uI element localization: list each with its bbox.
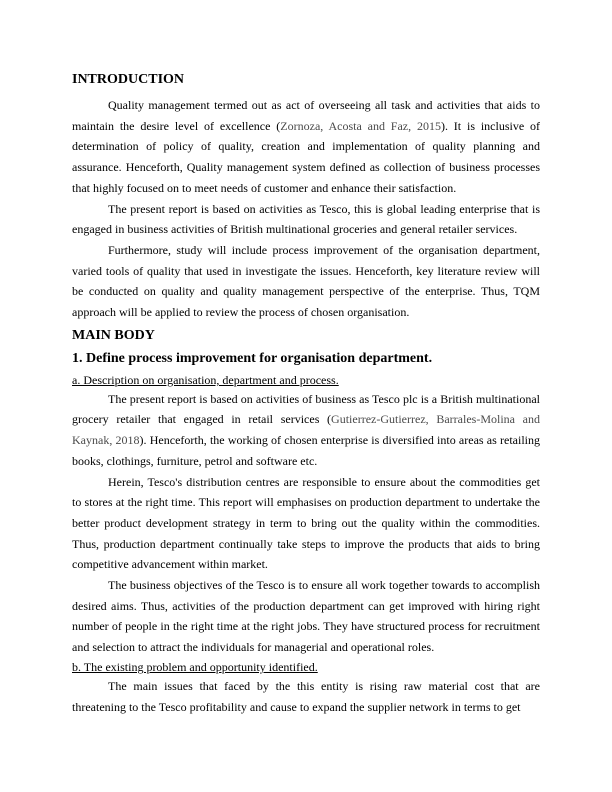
subsection-a-paragraph-2: Herein, Tesco's distribution centres are responsible to ensure about the commodities get to stores at the right time. This report will emphasises on production department to undertake the better product development strategy in term to bring out the quality within the commodities. Thus, production department continually take steps to improve the products that aids to bring competitive advancement within market. xyxy=(72,474,540,572)
intro-paragraph-2: The present report is based on activities as Tesco, this is global leading enterprise that is engaged in business activities of British multinational groceries and general retailer services. xyxy=(72,201,540,237)
section-title: 1. Define process improvement for organisation department. xyxy=(72,350,433,366)
subsection-b-paragraph-1: The main issues that faced by the this entity is rising raw material cost that are threatening to the Tesco profitability and cause to expand the supplier network in terms to get xyxy=(72,678,540,714)
subsection-b-title: b. The existing problem and opportunity identified. xyxy=(72,659,318,674)
citation: Zornoza, Acosta and Faz, 2015 xyxy=(280,118,441,133)
subsection-a-paragraph-3: The business objectives of the Tesco is to ensure all work together towards to accomplish desired aims. Thus, activities of the production department can get improved with hiring right number of people in the right time at the right jobs. They have structured process for recruitment and selection to attract the individuals for managerial and operational roles. xyxy=(72,578,540,655)
citation: Gutierrez-Gutierrez, Barrales-Molina and Kaynak, 2018 xyxy=(72,412,540,448)
subsection-a-paragraph-1: The present report is based on activities of business as Tesco plc is a British multinational grocery retailer that engaged in retail services (Gutierrez-Gutierrez, Barrales-Molina and Kaynak, 2018). Henceforth, the working of chosen enterprise is diversified into areas as retailing books, clothings, furniture, petrol and software etc. xyxy=(72,391,540,468)
main-body-heading: MAIN BODY xyxy=(72,327,155,343)
introduction-heading: INTRODUCTION xyxy=(72,72,185,87)
intro-paragraph-1: Quality management termed out as act of overseeing all task and activities that aids to maintain the desire level of excellence (Zornoza, Acosta and Faz, 2015). It is inclusive of determination of policy of quality, creation and implementation of quality planning and assurance. Henceforth, Quality management system defined as collection of business processes that highly focused on to meet needs of customer and enhance their satisfaction. xyxy=(72,98,540,195)
intro-paragraph-3: Furthermore, study will include process improvement of the organisation department, varied tools of quality that used in investigate the issues. Henceforth, key literature review will be conducted on quality and quality management perspective of the enterprise. Thus, TQM approach will be applied to review the process of chosen organisation. xyxy=(72,242,540,320)
subsection-a-title: a. Description on organisation, department and process. xyxy=(72,372,339,387)
document-page xyxy=(72,70,540,717)
